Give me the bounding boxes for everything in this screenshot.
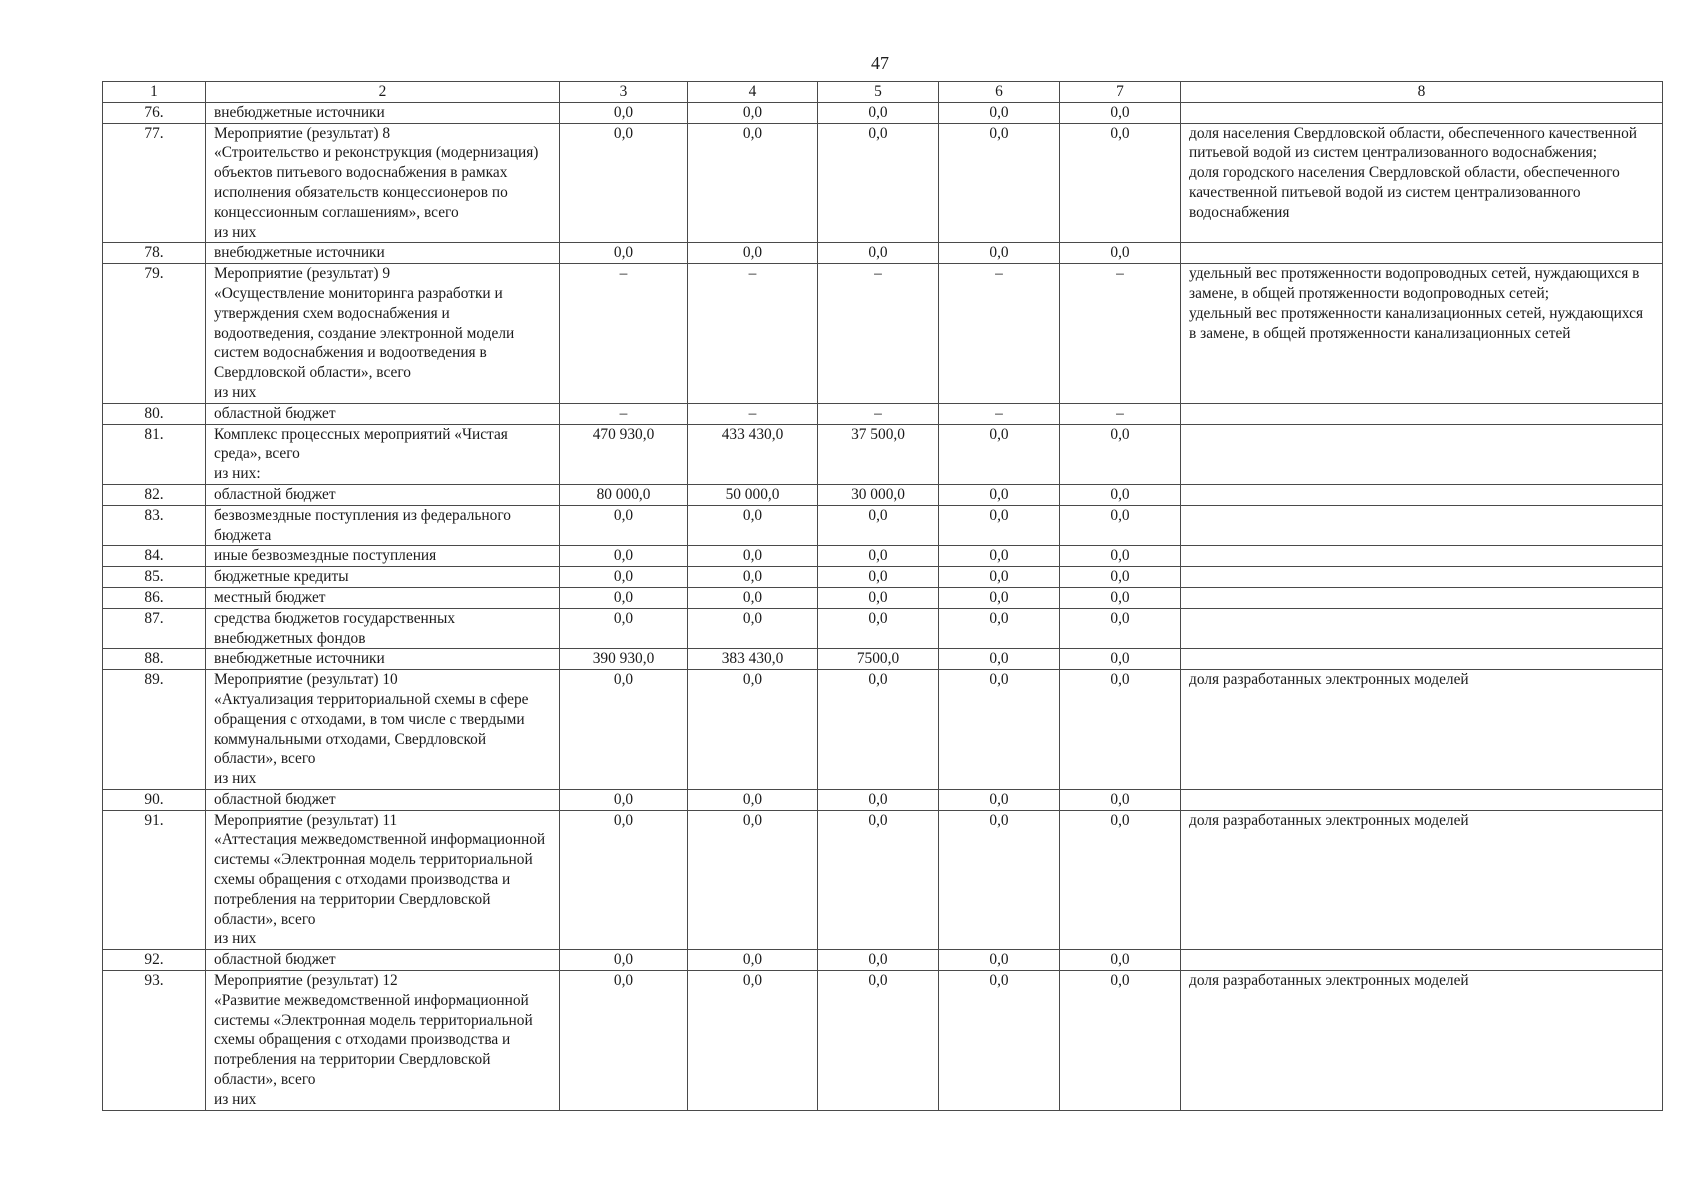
row-value: – xyxy=(1060,403,1181,424)
row-value: 0,0 xyxy=(560,608,688,649)
row-value: 0,0 xyxy=(818,608,939,649)
row-value: 0,0 xyxy=(688,971,818,1111)
row-value: 0,0 xyxy=(1060,505,1181,546)
row-value: 0,0 xyxy=(1060,123,1181,243)
row-value: – xyxy=(560,264,688,404)
row-number: 88. xyxy=(103,649,206,670)
budget-table xyxy=(102,81,1663,1111)
row-number: 87. xyxy=(103,608,206,649)
row-value: 0,0 xyxy=(560,789,688,810)
row-value: 0,0 xyxy=(688,505,818,546)
row-indicator xyxy=(1181,243,1663,264)
row-value: 0,0 xyxy=(818,789,939,810)
row-value: 0,0 xyxy=(560,567,688,588)
row-number: 85. xyxy=(103,567,206,588)
row-indicator: доля населения Свердловской области, обеспеченного качественной питьевой водой из систем централизованного водоснабжения; доля городского населения Свердловской области, обеспеченного качественной питьевой водой из систем централизованного водоснабжения xyxy=(1181,123,1663,243)
row-indicator xyxy=(1181,403,1663,424)
row-indicator xyxy=(1181,567,1663,588)
column-number: 5 xyxy=(818,82,939,103)
row-number: 79. xyxy=(103,264,206,404)
row-name: Мероприятие (результат) 10 «Актуализация территориальной схемы в сфере обращения с отходами, в том числе с твердыми коммунальными отходами, Свердловской области», всего из них xyxy=(206,670,560,790)
column-number: 1 xyxy=(103,82,206,103)
row-value: 0,0 xyxy=(1060,950,1181,971)
row-name: Комплекс процессных мероприятий «Чистая среда», всего из них: xyxy=(206,424,560,484)
row-value: 0,0 xyxy=(939,608,1060,649)
row-value: 0,0 xyxy=(939,424,1060,484)
row-value: – xyxy=(939,403,1060,424)
row-number: 93. xyxy=(103,971,206,1111)
column-number: 3 xyxy=(560,82,688,103)
row-value: 0,0 xyxy=(818,971,939,1111)
row-value: 0,0 xyxy=(939,950,1060,971)
table-row xyxy=(103,484,1663,505)
row-value: 0,0 xyxy=(560,971,688,1111)
table-row xyxy=(103,424,1663,484)
table-row xyxy=(103,546,1663,567)
row-value: 0,0 xyxy=(818,670,939,790)
row-value: 0,0 xyxy=(688,789,818,810)
row-value: 0,0 xyxy=(818,567,939,588)
row-value: 0,0 xyxy=(939,587,1060,608)
table-row xyxy=(103,810,1663,950)
row-value: 0,0 xyxy=(1060,789,1181,810)
row-value: 0,0 xyxy=(560,950,688,971)
row-value: 0,0 xyxy=(1060,424,1181,484)
row-number: 76. xyxy=(103,102,206,123)
row-value: – xyxy=(939,264,1060,404)
row-indicator xyxy=(1181,484,1663,505)
row-value: 0,0 xyxy=(1060,810,1181,950)
row-value: 0,0 xyxy=(688,950,818,971)
row-value: 0,0 xyxy=(939,670,1060,790)
row-value: 0,0 xyxy=(560,546,688,567)
table-row xyxy=(103,608,1663,649)
row-number: 90. xyxy=(103,789,206,810)
row-number: 89. xyxy=(103,670,206,790)
row-value: 0,0 xyxy=(939,102,1060,123)
row-value: 0,0 xyxy=(818,243,939,264)
row-value: 0,0 xyxy=(818,505,939,546)
row-indicator: доля разработанных электронных моделей xyxy=(1181,971,1663,1111)
row-value: 0,0 xyxy=(939,243,1060,264)
row-name: областной бюджет xyxy=(206,789,560,810)
column-number: 8 xyxy=(1181,82,1663,103)
row-value: 37 500,0 xyxy=(818,424,939,484)
row-name: местный бюджет xyxy=(206,587,560,608)
row-value: 50 000,0 xyxy=(688,484,818,505)
row-value: – xyxy=(818,403,939,424)
row-value: 0,0 xyxy=(818,950,939,971)
row-number: 91. xyxy=(103,810,206,950)
row-indicator xyxy=(1181,608,1663,649)
row-number: 82. xyxy=(103,484,206,505)
row-name: внебюджетные источники xyxy=(206,102,560,123)
row-value: 0,0 xyxy=(1060,971,1181,1111)
table-row xyxy=(103,789,1663,810)
row-indicator xyxy=(1181,789,1663,810)
row-value: 0,0 xyxy=(1060,484,1181,505)
table-row xyxy=(103,670,1663,790)
row-number: 86. xyxy=(103,587,206,608)
row-value: 0,0 xyxy=(1060,102,1181,123)
row-name: Мероприятие (результат) 8 «Строительство и реконструкция (модернизация) объектов питьевого водоснабжения в рамках исполнения обязательств концессионеров по концессионным соглашениям», всего из них xyxy=(206,123,560,243)
row-value: 390 930,0 xyxy=(560,649,688,670)
table-row xyxy=(103,567,1663,588)
column-number-row xyxy=(103,82,1663,103)
row-value: 0,0 xyxy=(1060,649,1181,670)
row-value: 0,0 xyxy=(560,243,688,264)
row-value: 0,0 xyxy=(560,123,688,243)
row-value: 80 000,0 xyxy=(560,484,688,505)
page-number: 47 xyxy=(871,53,889,73)
row-value: 0,0 xyxy=(688,608,818,649)
table-row xyxy=(103,264,1663,404)
row-value: 0,0 xyxy=(939,789,1060,810)
row-number: 78. xyxy=(103,243,206,264)
row-value: 0,0 xyxy=(1060,243,1181,264)
row-indicator xyxy=(1181,505,1663,546)
table-row xyxy=(103,649,1663,670)
row-value: 0,0 xyxy=(560,102,688,123)
row-value: – xyxy=(688,264,818,404)
row-value: 0,0 xyxy=(560,505,688,546)
row-name: областной бюджет xyxy=(206,403,560,424)
table-row xyxy=(103,243,1663,264)
row-indicator: удельный вес протяженности водопроводных сетей, нуждающихся в замене, в общей протяженности водопроводных сетей; удельный вес протяженности канализационных сетей, нуждающихся в замене, в общей протяженности канализационных сетей xyxy=(1181,264,1663,404)
row-value: 0,0 xyxy=(818,810,939,950)
table-row xyxy=(103,971,1663,1111)
row-value: 383 430,0 xyxy=(688,649,818,670)
row-name: безвозмездные поступления из федерального бюджета xyxy=(206,505,560,546)
table-row xyxy=(103,123,1663,243)
table-row xyxy=(103,102,1663,123)
row-value: 0,0 xyxy=(688,123,818,243)
row-value: 0,0 xyxy=(688,102,818,123)
row-value: 0,0 xyxy=(560,587,688,608)
row-value: 0,0 xyxy=(939,505,1060,546)
row-name: областной бюджет xyxy=(206,484,560,505)
row-value: 0,0 xyxy=(1060,546,1181,567)
row-value: 0,0 xyxy=(688,546,818,567)
row-value: 0,0 xyxy=(939,649,1060,670)
row-value: 0,0 xyxy=(688,810,818,950)
row-value: 0,0 xyxy=(939,484,1060,505)
column-number: 2 xyxy=(206,82,560,103)
row-value: 0,0 xyxy=(560,810,688,950)
row-value: 433 430,0 xyxy=(688,424,818,484)
row-value: 30 000,0 xyxy=(818,484,939,505)
row-value: 7500,0 xyxy=(818,649,939,670)
column-number: 7 xyxy=(1060,82,1181,103)
row-value: 0,0 xyxy=(688,243,818,264)
row-value: 0,0 xyxy=(688,670,818,790)
row-value: – xyxy=(560,403,688,424)
row-value: – xyxy=(688,403,818,424)
row-value: 0,0 xyxy=(939,810,1060,950)
column-number: 6 xyxy=(939,82,1060,103)
row-indicator xyxy=(1181,102,1663,123)
row-name: иные безвозмездные поступления xyxy=(206,546,560,567)
row-indicator: доля разработанных электронных моделей xyxy=(1181,670,1663,790)
row-value: 0,0 xyxy=(1060,587,1181,608)
row-number: 92. xyxy=(103,950,206,971)
table-row xyxy=(103,505,1663,546)
row-value: 0,0 xyxy=(818,102,939,123)
row-indicator xyxy=(1181,649,1663,670)
row-value: 0,0 xyxy=(818,546,939,567)
row-value: 0,0 xyxy=(818,123,939,243)
row-value: 0,0 xyxy=(688,587,818,608)
column-number: 4 xyxy=(688,82,818,103)
row-value: 0,0 xyxy=(1060,567,1181,588)
row-name: Мероприятие (результат) 9 «Осуществление мониторинга разработки и утверждения схем водоснабжения и водоотведения, создание электронной модели систем водоснабжения и водоотведения в Свердловской области», всего из них xyxy=(206,264,560,404)
row-value: 0,0 xyxy=(1060,608,1181,649)
row-indicator: доля разработанных электронных моделей xyxy=(1181,810,1663,950)
row-value: 0,0 xyxy=(1060,670,1181,790)
row-indicator xyxy=(1181,424,1663,484)
row-value: 0,0 xyxy=(688,567,818,588)
row-number: 80. xyxy=(103,403,206,424)
row-value: 0,0 xyxy=(939,546,1060,567)
row-value: 0,0 xyxy=(818,587,939,608)
table-row xyxy=(103,950,1663,971)
row-number: 77. xyxy=(103,123,206,243)
table-row xyxy=(103,403,1663,424)
row-value: 0,0 xyxy=(939,567,1060,588)
table-row xyxy=(103,587,1663,608)
row-name: средства бюджетов государственных внебюджетных фондов xyxy=(206,608,560,649)
row-value: 0,0 xyxy=(560,670,688,790)
row-name: Мероприятие (результат) 12 «Развитие межведомственной информационной системы «Электронная модель территориальной схемы обращения с отходами производства и потребления на территории Свердловской области», всего из них xyxy=(206,971,560,1111)
row-name: областной бюджет xyxy=(206,950,560,971)
row-number: 81. xyxy=(103,424,206,484)
row-indicator xyxy=(1181,950,1663,971)
row-value: 0,0 xyxy=(939,123,1060,243)
row-value: – xyxy=(818,264,939,404)
row-name: Мероприятие (результат) 11 «Аттестация межведомственной информационной системы «Электронная модель территориальной схемы обращения с отходами производства и потребления на территории Свердловской области», всего из них xyxy=(206,810,560,950)
row-indicator xyxy=(1181,587,1663,608)
row-indicator xyxy=(1181,546,1663,567)
row-value: 470 930,0 xyxy=(560,424,688,484)
row-name: бюджетные кредиты xyxy=(206,567,560,588)
row-name: внебюджетные источники xyxy=(206,649,560,670)
row-value: 0,0 xyxy=(939,971,1060,1111)
row-number: 83. xyxy=(103,505,206,546)
row-value: – xyxy=(1060,264,1181,404)
row-name: внебюджетные источники xyxy=(206,243,560,264)
row-number: 84. xyxy=(103,546,206,567)
